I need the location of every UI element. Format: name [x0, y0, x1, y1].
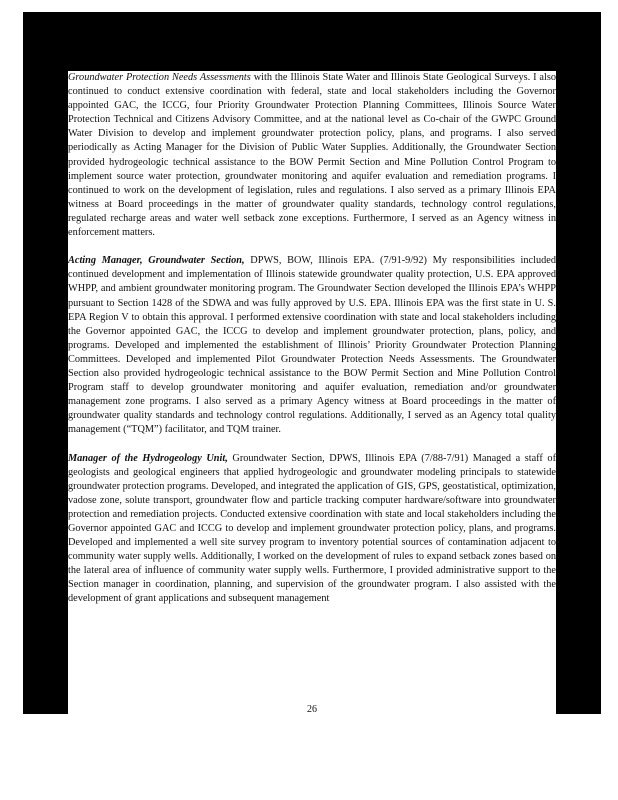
document-body [68, 71, 556, 716]
page-number: 26 [307, 704, 317, 715]
paragraph-lead: Groundwater Protection Needs Assessments [68, 72, 251, 83]
paragraph-lead: Manager of the Hydrogeology Unit, [68, 452, 228, 464]
paragraph-text: Groundwater Section, DPWS, Illinois EPA (7/88-7/91) Managed a staff of geologists and geological engineers that applied hydrogeologic and groundwater modeling principals to statewide groundwater protection programs. Developed, and integrated the application of GIS, GPS, geostatistical, optimization, vadose zone, solute transport, groundwater flow and particle tracking computer hardware/software into groundwater protection and remediation projects. Conducted extensive coordination with state and local stakeholders including the Governor appointed GAC and ICCG to develop and implement groundwater protection policy, plans, and programs. Developed and implemented a well site survey program to inventory potential sources of contamination adjacent to community water supply wells. Additionally, I worked on the development of rules to expand setback zones based on the lateral area of influence of community water supply wells. Furthermore, I provided administrative support to the Section manager in coordination, planning, and supervision of the groundwater program. I also assisted with the development of grant applications and subsequent management [68, 452, 556, 605]
paragraph-needs-assessments [68, 71, 556, 240]
paragraph-hydrogeology-manager [68, 452, 556, 607]
paragraph-text: DPWS, BOW, Illinois EPA. (7/91-9/92) My responsibilities included continued development and implementation of Illinois statewide groundwater quality protection, U.S. EPA approved WHPP, and ambient groundwater monitoring program. The Groundwater Section developed the Illinois EPA’s WHPP pursuant to Section 1428 of the SDWA and was fully approved by U.S. EPA. Illinois EPA was the first state in U. S. EPA Region V to obtain this approval. I performed extensive coordination with state and local stakeholders including the Governor appointed GAC, the ICCG to develop and implement groundwater protection, plans, policy, and programs. Developed and implemented the establishment of Illinois’ Priority Groundwater Protection Planning Committees. Developed and implemented Pilot Groundwater Protection Needs Assessments. The Groundwater Section also provided hydrogeologic technical assistance to the BOW Permit Section and Mine Pollution Control Program staff to develop groundwater monitoring and aquifer evaluation, remediation and/or groundwater management zone programs. I also served as a primary Agency witness at Board proceedings in the matter of groundwater quality standards and technology control regulations. Additionally, I served as an Agency total quality management (“TQM”) facilitator, and TQM trainer. [68, 255, 556, 436]
scanned-page [23, 12, 601, 714]
paragraph-lead: Acting Manager, Groundwater Section, [68, 255, 245, 267]
paragraph-text: with the Illinois State Water and Illinois State Geological Surveys. I also continued to conduct extensive coordination with federal, state and local stakeholders including the Governor appointed GAC, the ICCG, four Priority Groundwater Protection Planning Committees, Illinois Source Water Protection Technical and Citizens Advisory Committee, and at the national level as Co-chair of the GWPC Ground Water Division to develop and implement groundwater protection policy, plans, and programs. I also served periodically as Acting Manager for the Division of Public Water Supplies. Additionally, the Groundwater Section provided hydrogeologic technical assistance to the BOW Permit Section and Mine Pollution Control Program to implement source water protection, groundwater monitoring and aquifer evaluation and remediation programs. I continued to work on the development of legislation, rules and regulations. I also served as a primary Illinois EPA witness at Board proceedings in the matter of groundwater quality standards, technology control regulations, regulated recharge areas and water well setback zone exceptions. Furthermore, I served as an Agency witness in enforcement matters. [68, 72, 556, 239]
paragraph-acting-manager [68, 254, 556, 437]
